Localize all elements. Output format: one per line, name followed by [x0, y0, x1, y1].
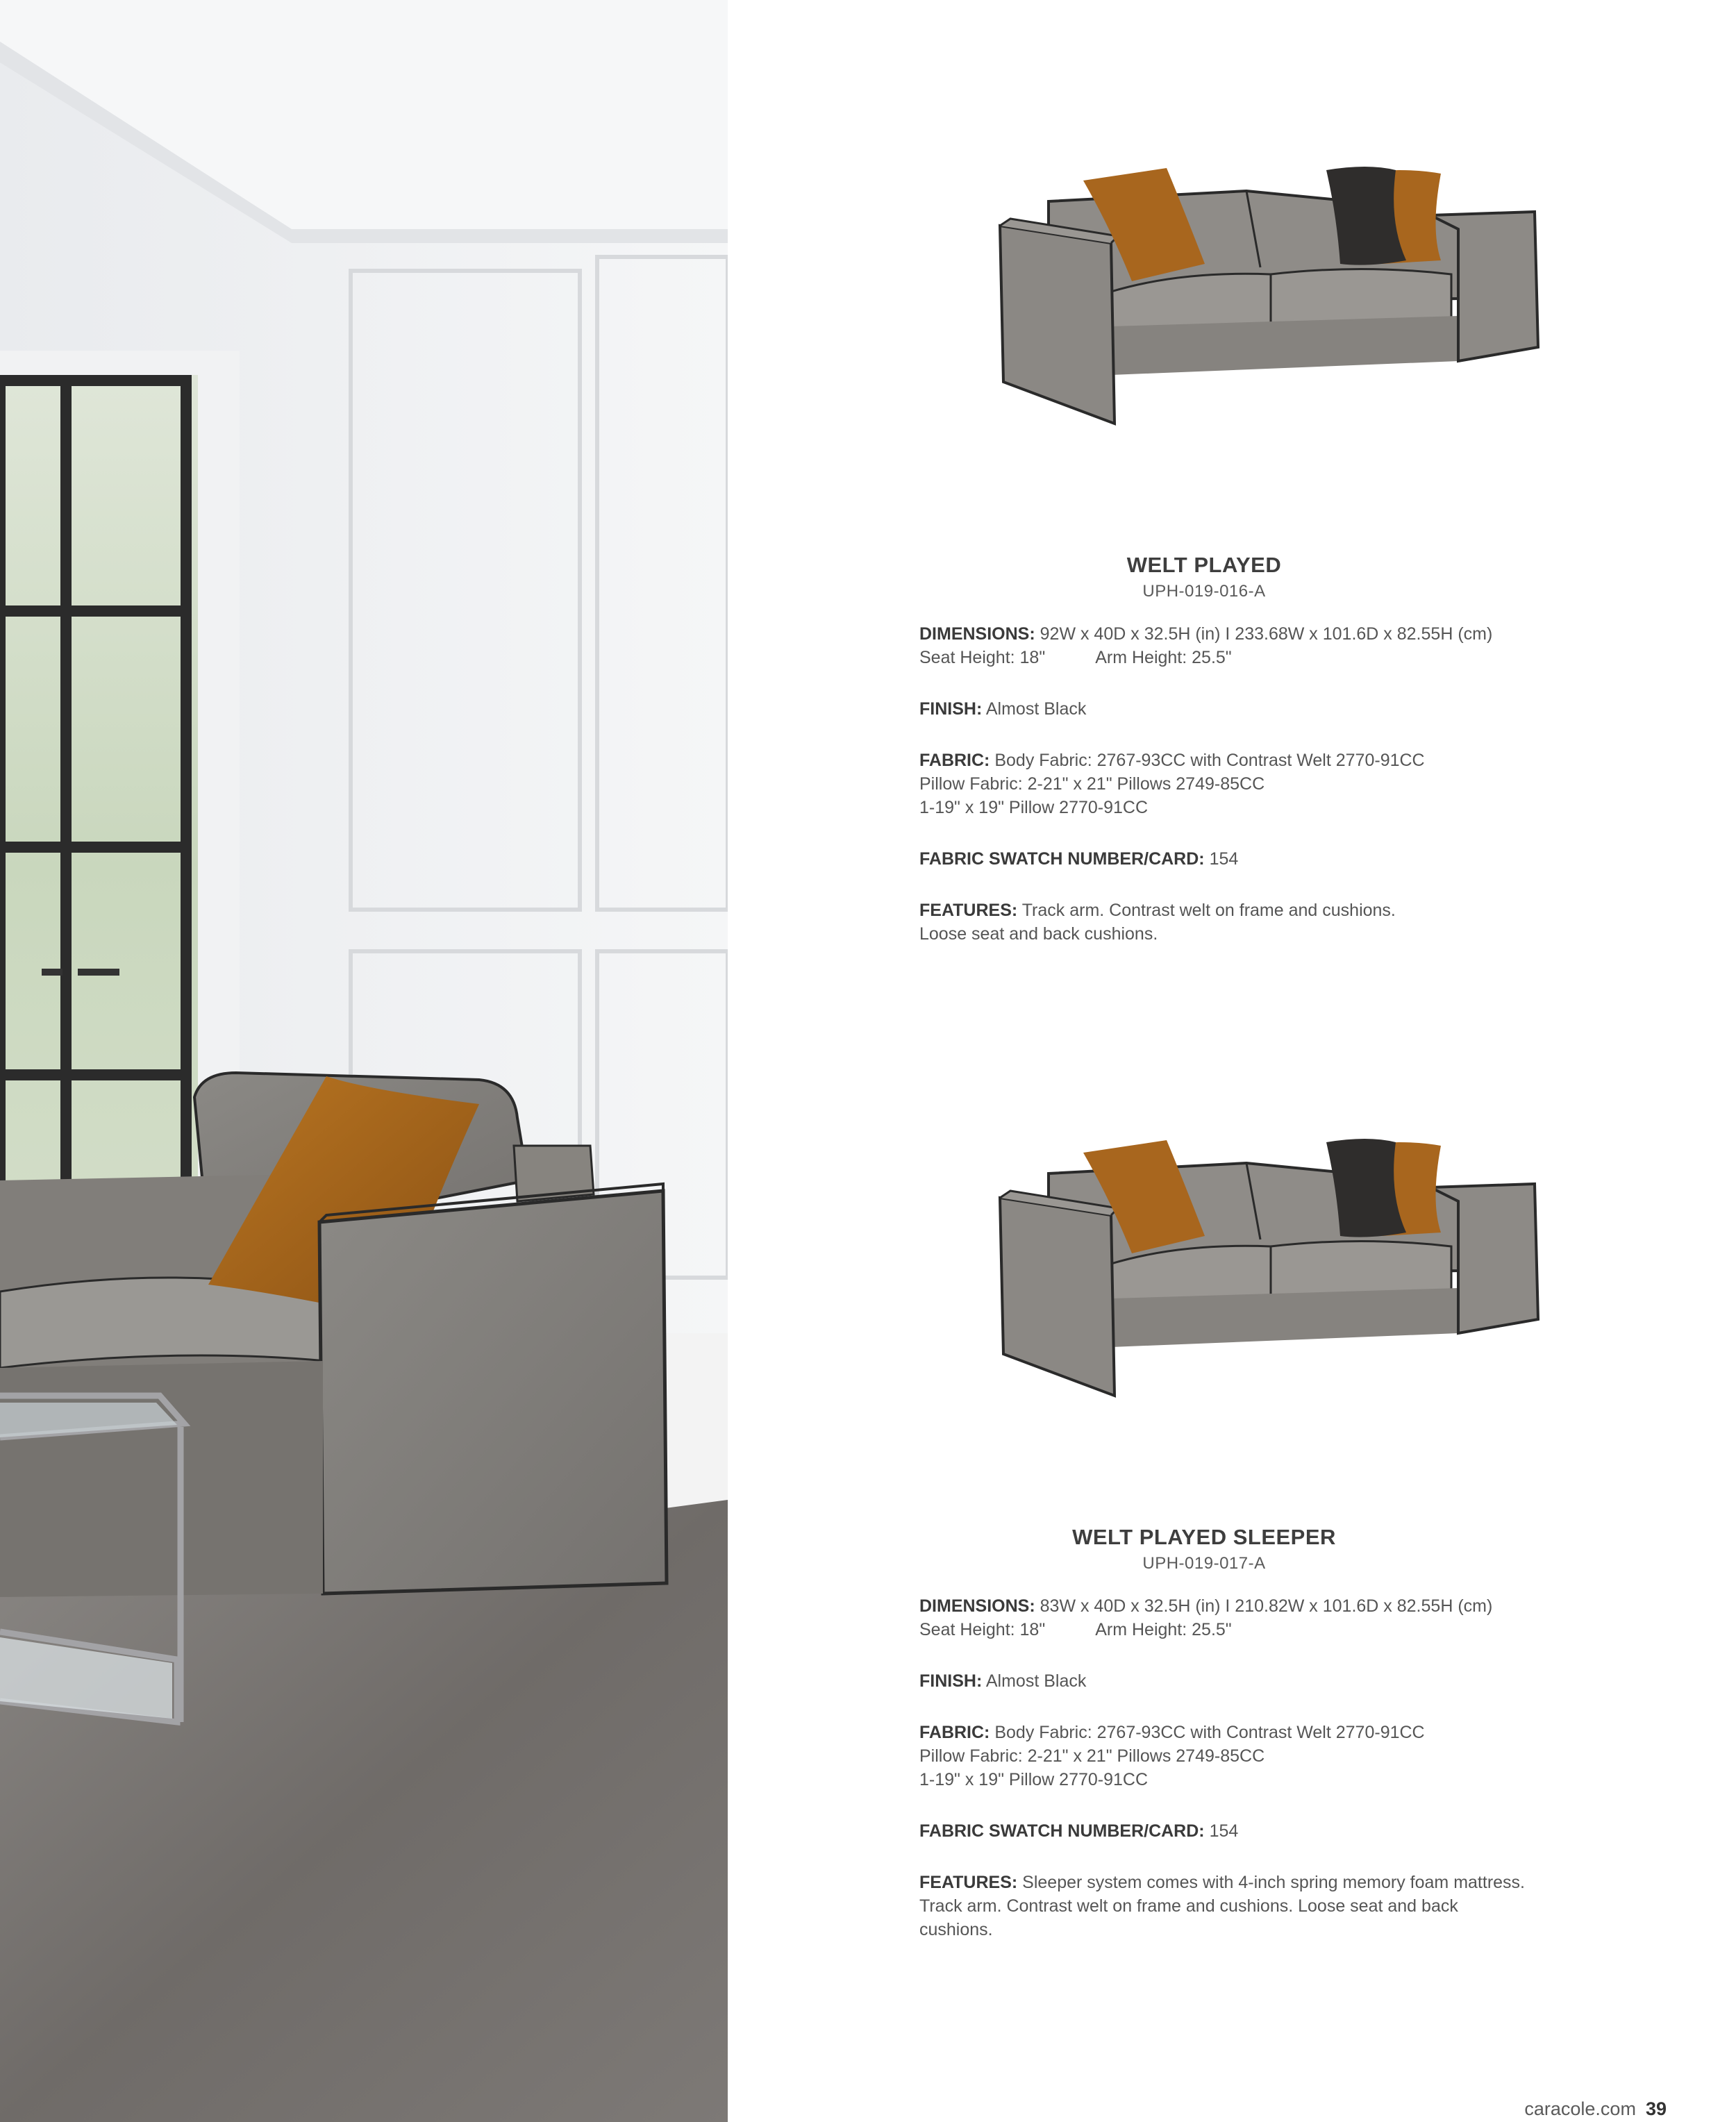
- swatch-value: 154: [1209, 849, 1239, 869]
- fabric-line: Body Fabric: 2767-93CC with Contrast Welt 2770-91CC: [994, 751, 1425, 770]
- swatch-spec: [919, 1819, 1614, 1843]
- fabric-spec: [919, 749, 1614, 819]
- product-details-welt-played: [919, 553, 1614, 946]
- fabric-spec: [919, 1721, 1614, 1791]
- site-link[interactable]: caracole.com: [1524, 2098, 1636, 2119]
- product-name: WELT PLAYED: [1126, 553, 1282, 577]
- features-spec: [919, 899, 1614, 946]
- lifestyle-photo: [0, 0, 728, 2122]
- product-sku: UPH-019-017-A: [1142, 1554, 1266, 1573]
- swatch-label: FABRIC SWATCH NUMBER/CARD:: [919, 849, 1205, 869]
- swatch-label: FABRIC SWATCH NUMBER/CARD:: [919, 1821, 1205, 1841]
- fabric-label: FABRIC:: [919, 751, 990, 770]
- finish-spec: [919, 1669, 1614, 1693]
- fabric-label: FABRIC:: [919, 1723, 990, 1742]
- finish-label: FINISH:: [919, 1671, 983, 1691]
- dimensions-value: 92W x 40D x 32.5H (in) I 233.68W x 101.6D x 82.55H (cm): [1040, 624, 1493, 644]
- swatch-value: 154: [1209, 1821, 1239, 1841]
- fabric-line: 1-19" x 19" Pillow 2770-91CC: [919, 1770, 1149, 1789]
- dimensions-label: DIMENSIONS:: [919, 624, 1035, 644]
- features-line: Loose seat and back cushions.: [919, 924, 1158, 944]
- features-label: FEATURES:: [919, 901, 1018, 920]
- arm-height: Arm Height: 25.5": [1095, 1620, 1232, 1639]
- arm-height: Arm Height: 25.5": [1095, 648, 1232, 667]
- product-name: WELT PLAYED SLEEPER: [1072, 1525, 1336, 1549]
- finish-label: FINISH:: [919, 699, 983, 719]
- seat-height: Seat Height: 18": [919, 648, 1046, 667]
- swatch-spec: [919, 847, 1614, 871]
- seat-height: Seat Height: 18": [919, 1620, 1046, 1639]
- product-details-welt-played-sleeper: [919, 1525, 1614, 1941]
- features-spec: [919, 1871, 1614, 1941]
- dimensions-spec: [919, 622, 1614, 669]
- finish-value: Almost Black: [985, 1671, 1087, 1691]
- features-line: cushions.: [919, 1920, 993, 1939]
- dimensions-spec: [919, 1594, 1614, 1641]
- fabric-line: 1-19" x 19" Pillow 2770-91CC: [919, 798, 1149, 817]
- page-footer: [1524, 2098, 1667, 2120]
- features-label: FEATURES:: [919, 1873, 1018, 1892]
- finish-value: Almost Black: [985, 699, 1087, 719]
- features-line: Track arm. Contrast welt on frame and cushions. Loose seat and back: [919, 1896, 1458, 1916]
- features-line: Sleeper system comes with 4-inch spring memory foam mattress.: [1022, 1873, 1525, 1892]
- product-image-welt-played: [972, 160, 1555, 451]
- fabric-line: Pillow Fabric: 2-21" x 21" Pillows 2749-85CC: [919, 774, 1265, 794]
- page-number: 39: [1645, 2098, 1667, 2119]
- dimensions-label: DIMENSIONS:: [919, 1596, 1035, 1616]
- product-sku: UPH-019-016-A: [1142, 582, 1266, 601]
- dimensions-value: 83W x 40D x 32.5H (in) I 210.82W x 101.6D x 82.55H (cm): [1040, 1596, 1493, 1616]
- fabric-line: Pillow Fabric: 2-21" x 21" Pillows 2749-85CC: [919, 1746, 1265, 1766]
- features-line: Track arm. Contrast welt on frame and cushions.: [1021, 901, 1396, 920]
- finish-spec: [919, 697, 1614, 721]
- product-image-welt-played-sleeper: [972, 1132, 1555, 1423]
- fabric-line: Body Fabric: 2767-93CC with Contrast Welt 2770-91CC: [994, 1723, 1425, 1742]
